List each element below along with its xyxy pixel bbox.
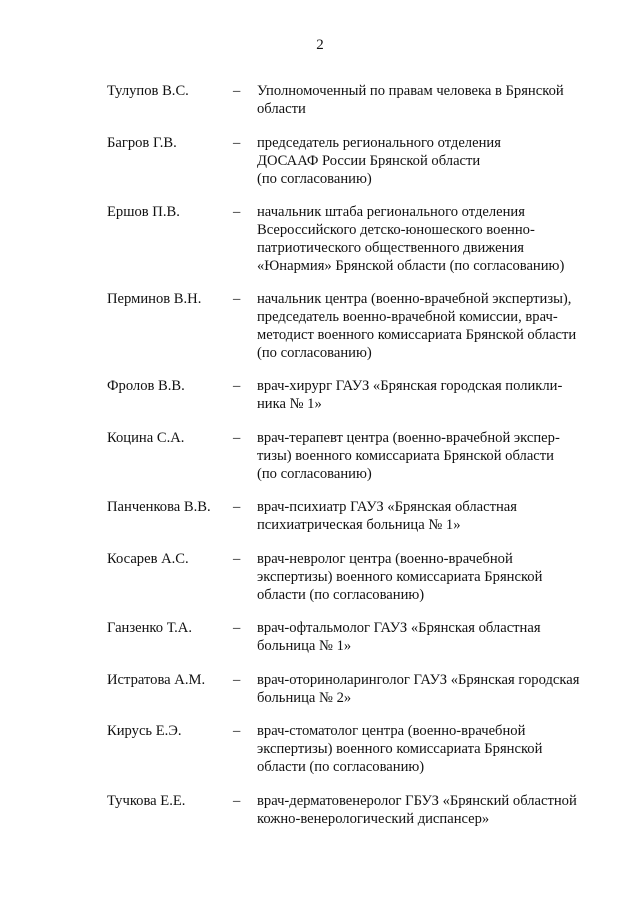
- dash-separator: –: [233, 430, 241, 446]
- dash-separator: –: [233, 723, 241, 739]
- member-description: врач-офтальмолог ГАУЗ «Брянская областная больница № 1»: [257, 620, 541, 654]
- member-name: Перминов В.Н.: [107, 291, 202, 307]
- member-name: Косарев А.С.: [107, 551, 189, 567]
- member-name: Ганзенко Т.А.: [107, 620, 192, 636]
- member-description: начальник штаба регионального отделения Всероссийского детско-юношеского военно- патриотического общественного движения «Юнармия» Брянской области (по согласованию): [257, 204, 565, 274]
- member-name: Тулупов В.С.: [107, 83, 189, 99]
- member-description: врач-оториноларинголог ГАУЗ «Брянская городская больница № 2»: [257, 672, 580, 706]
- member-name: Ершов П.В.: [107, 204, 180, 220]
- member-description: врач-терапевт центра (военно-врачебной экспер- тизы) военного комиссариата Брянской области (по согласованию): [257, 430, 560, 482]
- dash-separator: –: [233, 551, 241, 567]
- member-name: Коцина С.А.: [107, 430, 185, 446]
- page-number: 2: [316, 37, 324, 53]
- member-description: врач-хирург ГАУЗ «Брянская городская поликли- ника № 1»: [257, 378, 563, 412]
- dash-separator: –: [233, 83, 241, 99]
- dash-separator: –: [233, 672, 241, 688]
- member-description: начальник центра (военно-врачебной экспертизы), председатель военно-врачебной комиссии, врач- методист военного комиссариата Брянской области (по согласованию): [257, 291, 577, 361]
- member-name: Истратова А.М.: [107, 672, 206, 688]
- dash-separator: –: [233, 620, 241, 636]
- member-description: врач-психиатр ГАУЗ «Брянская областная психиатрическая больница № 1»: [257, 499, 517, 533]
- member-description: председатель регионального отделения ДОСААФ России Брянской области (по согласованию): [257, 135, 501, 187]
- member-description: врач-дерматовенеролог ГБУЗ «Брянский областной кожно-венерологический диспансер»: [257, 793, 577, 827]
- dash-separator: –: [233, 378, 241, 394]
- dash-separator: –: [233, 793, 241, 809]
- member-description: врач-невролог центра (военно-врачебной экспертизы) военного комиссариата Брянской области (по согласованию): [257, 551, 543, 603]
- member-description: Уполномоченный по правам человека в Брянской области: [257, 83, 564, 117]
- member-name: Панченкова В.В.: [107, 499, 211, 515]
- member-name: Фролов В.В.: [107, 378, 185, 394]
- dash-separator: –: [233, 135, 241, 151]
- member-description: врач-стоматолог центра (военно-врачебной экспертизы) военного комиссариата Брянской области (по согласованию): [257, 723, 543, 775]
- dash-separator: –: [233, 204, 241, 220]
- dash-separator: –: [233, 499, 241, 515]
- member-name: Багров Г.В.: [107, 135, 177, 151]
- member-name: Кирусь Е.Э.: [107, 723, 182, 739]
- dash-separator: –: [233, 291, 241, 307]
- member-name: Тучкова Е.Е.: [107, 793, 186, 809]
